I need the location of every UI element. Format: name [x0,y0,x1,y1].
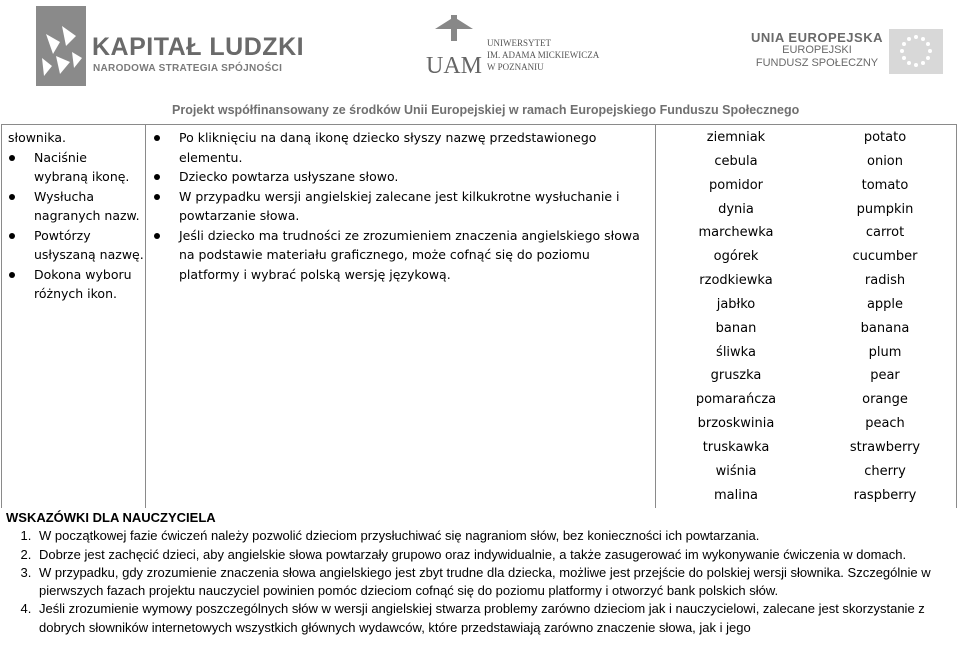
vocab-english-word: banana [860,320,910,336]
vocab-row [658,152,956,176]
list-item [8,148,142,187]
list-item: 3. W przypadku, gdy zrozumienie znaczenia słowa angielskiego jest zbyt trudne dla dziecka, możliwe jest przejście do polskiej wersji słownika. Szczególnie w pierwszych fazach projektu nauczyciel powinien pomóc dzieciom cofnąć się do poziomu platformy i otworzyć bank polskich słów. [35,564,951,601]
vocab-polish-word: wiśnia [715,463,757,479]
university-line-3: W POZNANIU [487,62,544,72]
student-actions-column [8,128,142,304]
vocab-english-word: cucumber [852,249,918,265]
list-item: W przypadku wersji angielskiej zalecane jest kilkukrotne wysłuchanie i powtarzanie słowa. [152,187,652,226]
list-item-line: nagranych nazw. [34,208,140,223]
vocab-row [658,438,956,462]
list-item [8,187,142,226]
teacher-notes [6,509,951,637]
university-line-1: UNIWERSYTET [487,38,551,48]
vocab-english-word: onion [867,153,903,169]
list-item: 4. Jeśli zrozumienie wymowy poszczególnych słów w wersji angielskiej stwarza problemy zarówno dzieciom jak i nauczycielowi, zalecane jest skorzystanie z dobrych słowników internetowych wszystkich głównych wydawców, które przedstawiają zarówno znaczenie słowa, jak i jego [35,600,951,637]
eu-line-3: FUNDUSZ SPOŁECZNY [755,57,879,69]
eu-line-2: EUROPEJSKI [782,44,852,56]
university-name [487,37,599,73]
list-item: Dziecko powtarza usłyszane słowo. [152,167,652,187]
column-divider [655,125,656,508]
vocab-english-word: apple [866,296,904,312]
list-item-line: Dokona wyboru [34,266,132,282]
list-item: 1. W początkowej fazie ćwiczeń należy pozwolić dzieciom przysłuchiwać się nagraniom słów, bez konieczności ich powtarzania. [35,527,951,545]
vocab-row [658,462,956,486]
eu-fund-name [751,31,883,70]
teacher-notes-list [6,527,951,637]
vocab-polish-word: marchewka [698,225,774,241]
vocab-row [658,128,956,152]
vocab-row [658,390,956,414]
vocab-polish-word: banan [715,320,757,336]
vocab-polish-word: jabłko [716,296,756,312]
vocab-polish-word: truskawka [702,439,770,455]
teacher-notes-title: WSKAZÓWKI DLA NAUCZYCIELA [6,510,216,525]
eu-flag-icon [889,29,943,74]
kapital-ludzki-subtitle: NARODOWA STRATEGIA SPÓJNOŚCI [93,63,283,74]
page-header [0,0,959,125]
vocab-row [658,366,956,390]
list-item-line: Wysłucha [34,188,94,204]
vocab-polish-word: gruszka [710,368,762,384]
vocab-row [658,319,956,343]
vocab-polish-word: ogórek [713,249,759,265]
vocab-english-word: plum [868,344,902,360]
uam-letters: UAM [425,53,483,79]
left-intro-text: słownika. [8,130,66,145]
vocab-row [658,176,956,200]
vocab-english-word: orange [862,392,908,408]
vocab-polish-word: brzoskwinia [697,416,775,432]
vocab-english-word: pear [870,368,900,384]
vocab-row [658,414,956,438]
cofunding-banner: Projekt współfinansowany ze środków Unii Europejskiej w ramach Europejskiego Funduszu Społecznego [172,103,800,117]
list-item: Jeśli dziecko ma trudności ze zrozumieniem znaczenia angielskiego słowa na podstawie materiału graficznego, może cofnąć się do poziomu platformy i wybrać polską wersję językową. [152,226,652,285]
list-item [8,226,142,265]
vocab-row [658,295,956,319]
kapital-ludzki-logo [36,6,86,86]
vocab-row [658,271,956,295]
list-item: Po kliknięciu na daną ikonę dziecko słyszy nazwę przedstawionego elementu. [152,128,652,167]
vocab-row [658,247,956,271]
vocab-english-word: pumpkin [856,201,914,217]
list-item-line: Powtórzy [34,227,91,243]
vocab-row [658,223,956,247]
procedure-column [152,128,652,284]
vocab-english-word: carrot [865,225,905,241]
kapital-ludzki-title: KAPITAŁ LUDZKI [92,33,305,61]
vocab-english-word: strawberry [849,439,921,455]
eu-line-1: UNIA EUROPEJSKA [751,30,883,45]
list-item-line: różnych ikon. [34,286,117,301]
vocabulary-list [658,128,956,510]
vocab-english-word: radish [864,273,906,289]
vocab-english-word: tomato [861,177,909,193]
vocab-polish-word: ziemniak [706,130,766,145]
list-item [8,265,142,304]
list-item-line: Naciśnie [34,149,87,165]
column-divider [145,125,146,508]
list-item-line: wybraną ikonę. [34,169,130,184]
uam-crest-icon [425,15,483,83]
list-item: 2. Dobrze jest zachęcić dzieci, aby angielskie słowa powtarzały grupowo oraz indywidualnie, a także zasugerować im wykonywanie ćwiczenia w domach. [35,546,951,564]
vocab-english-word: cherry [864,463,906,479]
vocab-english-word: peach [865,416,905,432]
vocab-polish-word: pomarańcza [695,392,777,408]
vocab-polish-word: dynia [718,201,754,217]
vocab-polish-word: rzodkiewka [699,273,773,289]
vocab-row [658,200,956,224]
vocab-english-word: raspberry [853,487,917,503]
vocab-polish-word: cebula [714,153,758,169]
vocab-row [658,486,956,510]
list-item-line: usłyszaną nazwę. [34,247,144,262]
vocab-polish-word: pomidor [708,177,764,193]
vocab-polish-word: malina [713,487,759,503]
vocab-polish-word: śliwka [716,344,756,360]
university-line-2: IM. ADAMA MICKIEWICZA [487,50,600,60]
vocab-row [658,343,956,367]
vocab-english-word: potato [863,130,907,145]
